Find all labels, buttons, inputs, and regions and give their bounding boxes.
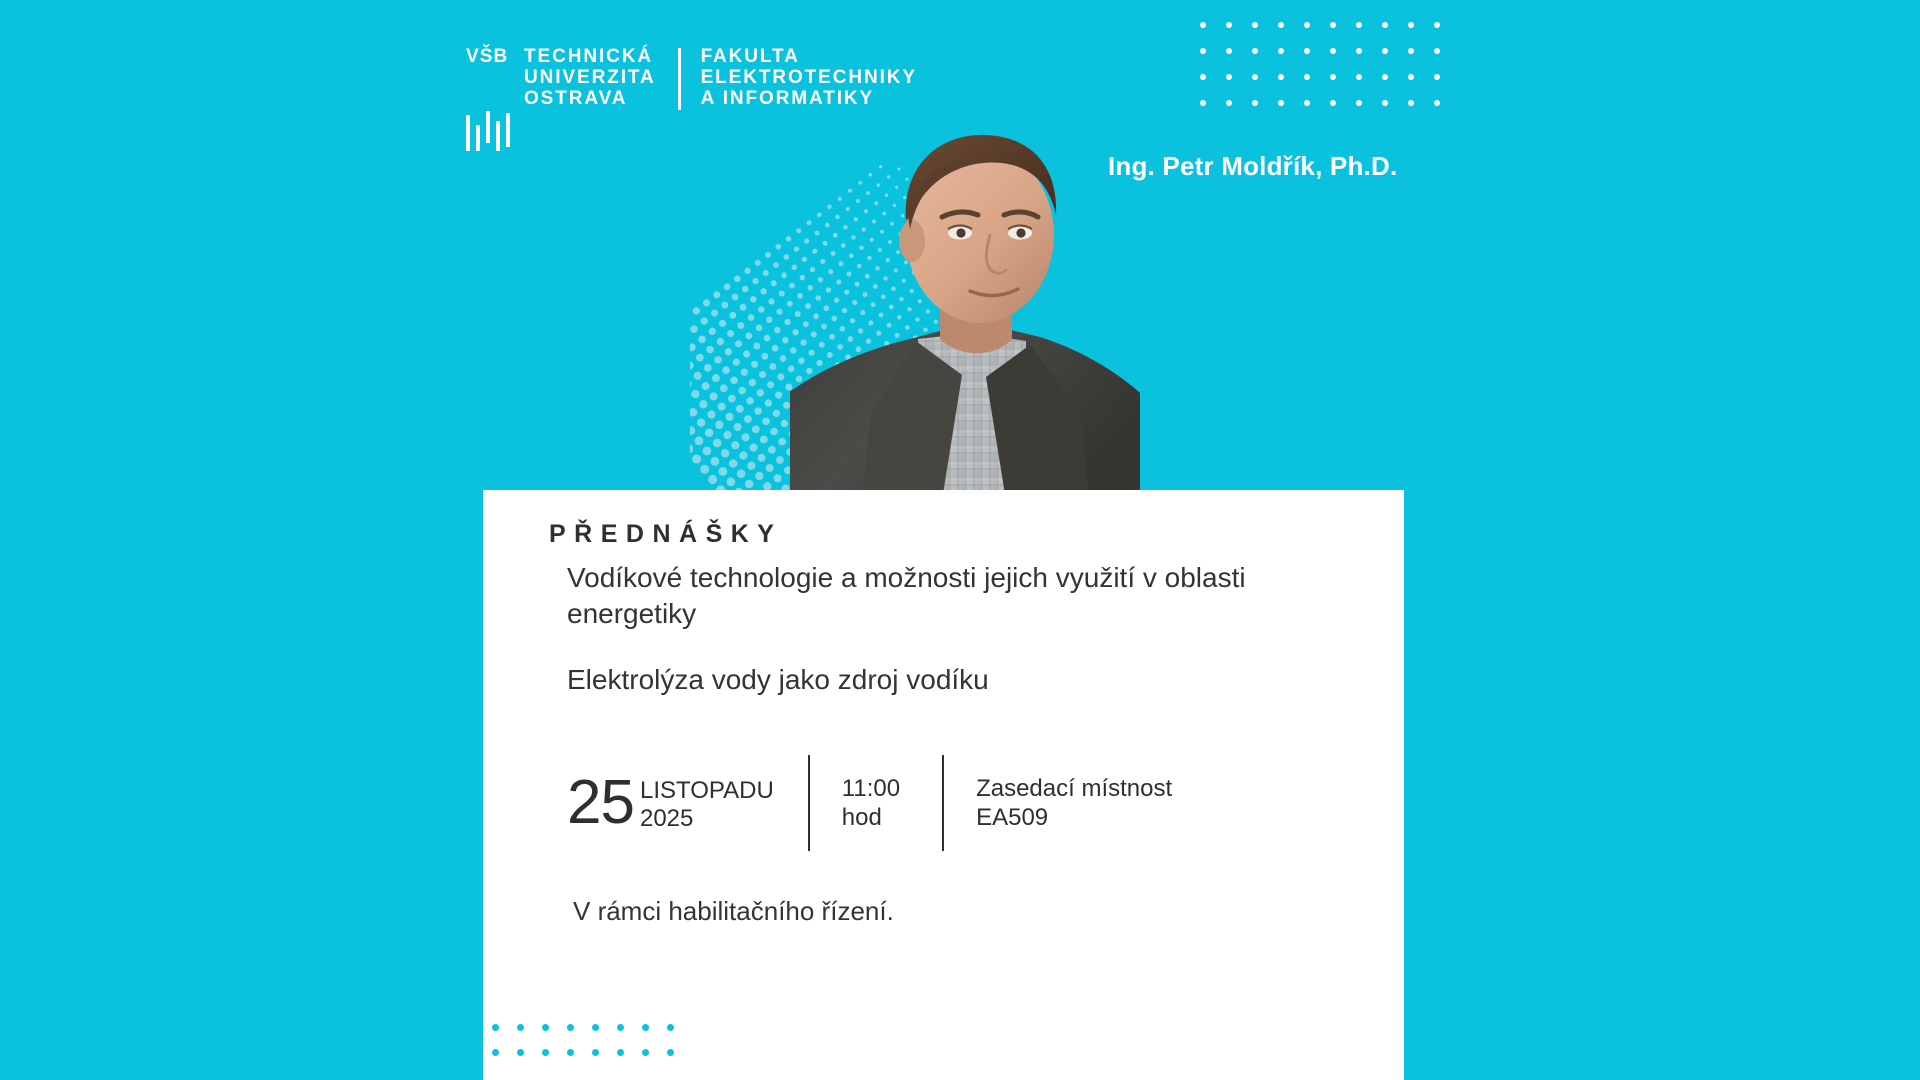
decorative-dot bbox=[1226, 22, 1232, 28]
decorative-dot bbox=[1252, 22, 1258, 28]
decorative-dot bbox=[1226, 48, 1232, 54]
logo-university-block bbox=[466, 46, 656, 151]
decorative-dot bbox=[667, 1024, 674, 1031]
lecture-title-2: Elektrolýza vody jako zdroj vodíku bbox=[567, 664, 989, 695]
dot-grid-top-right bbox=[1200, 22, 1444, 114]
lecture-list bbox=[567, 560, 1307, 698]
event-date bbox=[567, 755, 808, 851]
decorative-dot bbox=[1382, 74, 1388, 80]
decorative-dot bbox=[1278, 100, 1284, 106]
decorative-dot bbox=[1330, 48, 1336, 54]
decorative-dot bbox=[492, 1024, 499, 1031]
decorative-dot bbox=[517, 1049, 524, 1056]
decorative-dot bbox=[492, 1049, 499, 1056]
decorative-dot bbox=[1200, 100, 1206, 106]
vsb-fei-logo bbox=[466, 46, 917, 151]
decorative-dot bbox=[1304, 22, 1310, 28]
decorative-dot bbox=[1252, 48, 1258, 54]
decorative-dot bbox=[1408, 100, 1414, 106]
lecture-title-1: Vodíkové technologie a možnosti jejich využití v oblasti energetiky bbox=[567, 562, 1246, 629]
decorative-dot bbox=[542, 1049, 549, 1056]
logo-vsb-text: VŠB bbox=[466, 46, 509, 67]
decorative-dot bbox=[567, 1024, 574, 1031]
decorative-dot bbox=[642, 1024, 649, 1031]
logo-faculty-block bbox=[701, 46, 917, 109]
decorative-dot bbox=[1330, 74, 1336, 80]
logo-university-line-3: OSTRAVA bbox=[524, 88, 628, 109]
decorative-dot bbox=[1434, 22, 1440, 28]
logo-faculty-line-3: A INFORMATIKY bbox=[700, 88, 875, 109]
card-kicker: PŘEDNÁŠKY bbox=[549, 520, 783, 548]
decorative-dot bbox=[642, 1049, 649, 1056]
decorative-dot bbox=[1304, 100, 1310, 106]
event-place-line-2: EA509 bbox=[976, 804, 1049, 831]
decorative-dot bbox=[1382, 22, 1388, 28]
decorative-dot bbox=[1434, 74, 1440, 80]
decorative-dot bbox=[1252, 100, 1258, 106]
decorative-dot bbox=[592, 1049, 599, 1056]
decorative-dot bbox=[1330, 100, 1336, 106]
decorative-dot bbox=[1356, 74, 1362, 80]
decorative-dot bbox=[1356, 48, 1362, 54]
logo-university-line-1: TECHNICKÁ bbox=[524, 46, 653, 67]
decorative-dot bbox=[1304, 74, 1310, 80]
event-day: 25 bbox=[567, 768, 634, 837]
event-place bbox=[944, 755, 1206, 851]
logo-divider bbox=[678, 48, 681, 110]
decorative-dot bbox=[667, 1049, 674, 1056]
decorative-dot bbox=[1226, 100, 1232, 106]
logo-faculty-line-2: ELEKTROTECHNIKY bbox=[700, 67, 917, 88]
decorative-dot bbox=[1252, 74, 1258, 80]
decorative-dot bbox=[1434, 48, 1440, 54]
event-month: LISTOPADU bbox=[639, 777, 774, 804]
decorative-dot bbox=[1356, 100, 1362, 106]
decorative-dot bbox=[1382, 48, 1388, 54]
decorative-dot bbox=[1330, 22, 1336, 28]
speaker-name: Ing. Petr Moldřík, Ph.D. bbox=[1108, 151, 1398, 181]
logo-university-line-2: UNIVERZITA bbox=[524, 67, 656, 88]
event-time-value: 11:00 bbox=[841, 775, 901, 802]
decorative-dot bbox=[1278, 48, 1284, 54]
card-top-notch bbox=[483, 490, 930, 512]
decorative-dot bbox=[1278, 22, 1284, 28]
speaker-photo bbox=[790, 125, 1140, 513]
vsb-bars-icon bbox=[466, 111, 512, 151]
decorative-dot bbox=[1200, 48, 1206, 54]
decorative-dot bbox=[517, 1024, 524, 1031]
decorative-dot bbox=[1278, 74, 1284, 80]
decorative-dot bbox=[617, 1024, 624, 1031]
decorative-dot bbox=[1408, 74, 1414, 80]
event-meta-row bbox=[567, 755, 1206, 851]
decorative-dot bbox=[1226, 74, 1232, 80]
event-note: V rámci habilitačního řízení. bbox=[573, 896, 894, 926]
event-year: 2025 bbox=[639, 805, 694, 832]
logo-faculty-line-1: FAKULTA bbox=[700, 46, 800, 67]
decorative-dot bbox=[1408, 22, 1414, 28]
decorative-dot bbox=[542, 1024, 549, 1031]
decorative-dot bbox=[592, 1024, 599, 1031]
decorative-dot bbox=[1382, 100, 1388, 106]
event-place-line-1: Zasedací místnost bbox=[976, 775, 1173, 802]
decorative-dot bbox=[617, 1049, 624, 1056]
decorative-dot bbox=[1408, 48, 1414, 54]
dot-grid-bottom-left bbox=[492, 1024, 688, 1058]
decorative-dot bbox=[1356, 22, 1362, 28]
event-card bbox=[483, 490, 1404, 1080]
event-time bbox=[810, 755, 942, 851]
decorative-dot bbox=[567, 1049, 574, 1056]
decorative-dot bbox=[1304, 48, 1310, 54]
decorative-dot bbox=[1200, 74, 1206, 80]
event-time-unit: hod bbox=[841, 804, 882, 831]
decorative-dot bbox=[1200, 22, 1206, 28]
decorative-dot bbox=[1434, 100, 1440, 106]
